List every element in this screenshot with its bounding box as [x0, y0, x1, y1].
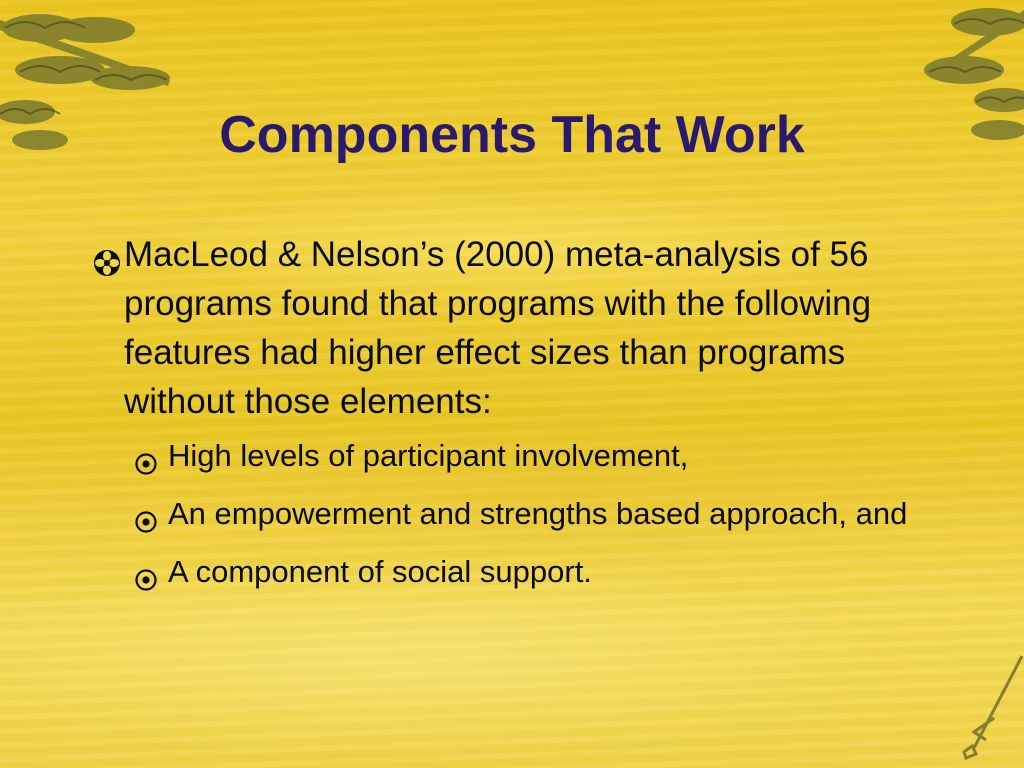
slide-title: Components That Work	[219, 106, 805, 164]
sub-point-text: A component of social support.	[168, 554, 592, 589]
flower-bullet-icon	[92, 230, 124, 291]
sub-bullet-item	[134, 494, 912, 544]
ink-stamp-icon	[934, 648, 1024, 768]
sub-bullet-item	[134, 436, 912, 486]
sub-point-text: High levels of participant involvement,	[168, 438, 689, 473]
main-point-text: MacLeod & Nelson’s (2000) meta-analysis of 56 programs found that programs with the following features had higher effect sizes than programs without those elements:	[124, 235, 872, 421]
slide-body	[92, 230, 912, 610]
sub-point-text: An empowerment and strengths based approach, and	[168, 496, 908, 531]
circled-dot-bullet-icon	[134, 494, 168, 544]
circled-dot-bullet-icon	[134, 436, 168, 486]
circled-dot-bullet-icon	[134, 552, 168, 602]
sub-bullet-list	[92, 436, 912, 602]
main-bullet-point	[92, 230, 912, 426]
sub-bullet-item	[134, 552, 912, 602]
